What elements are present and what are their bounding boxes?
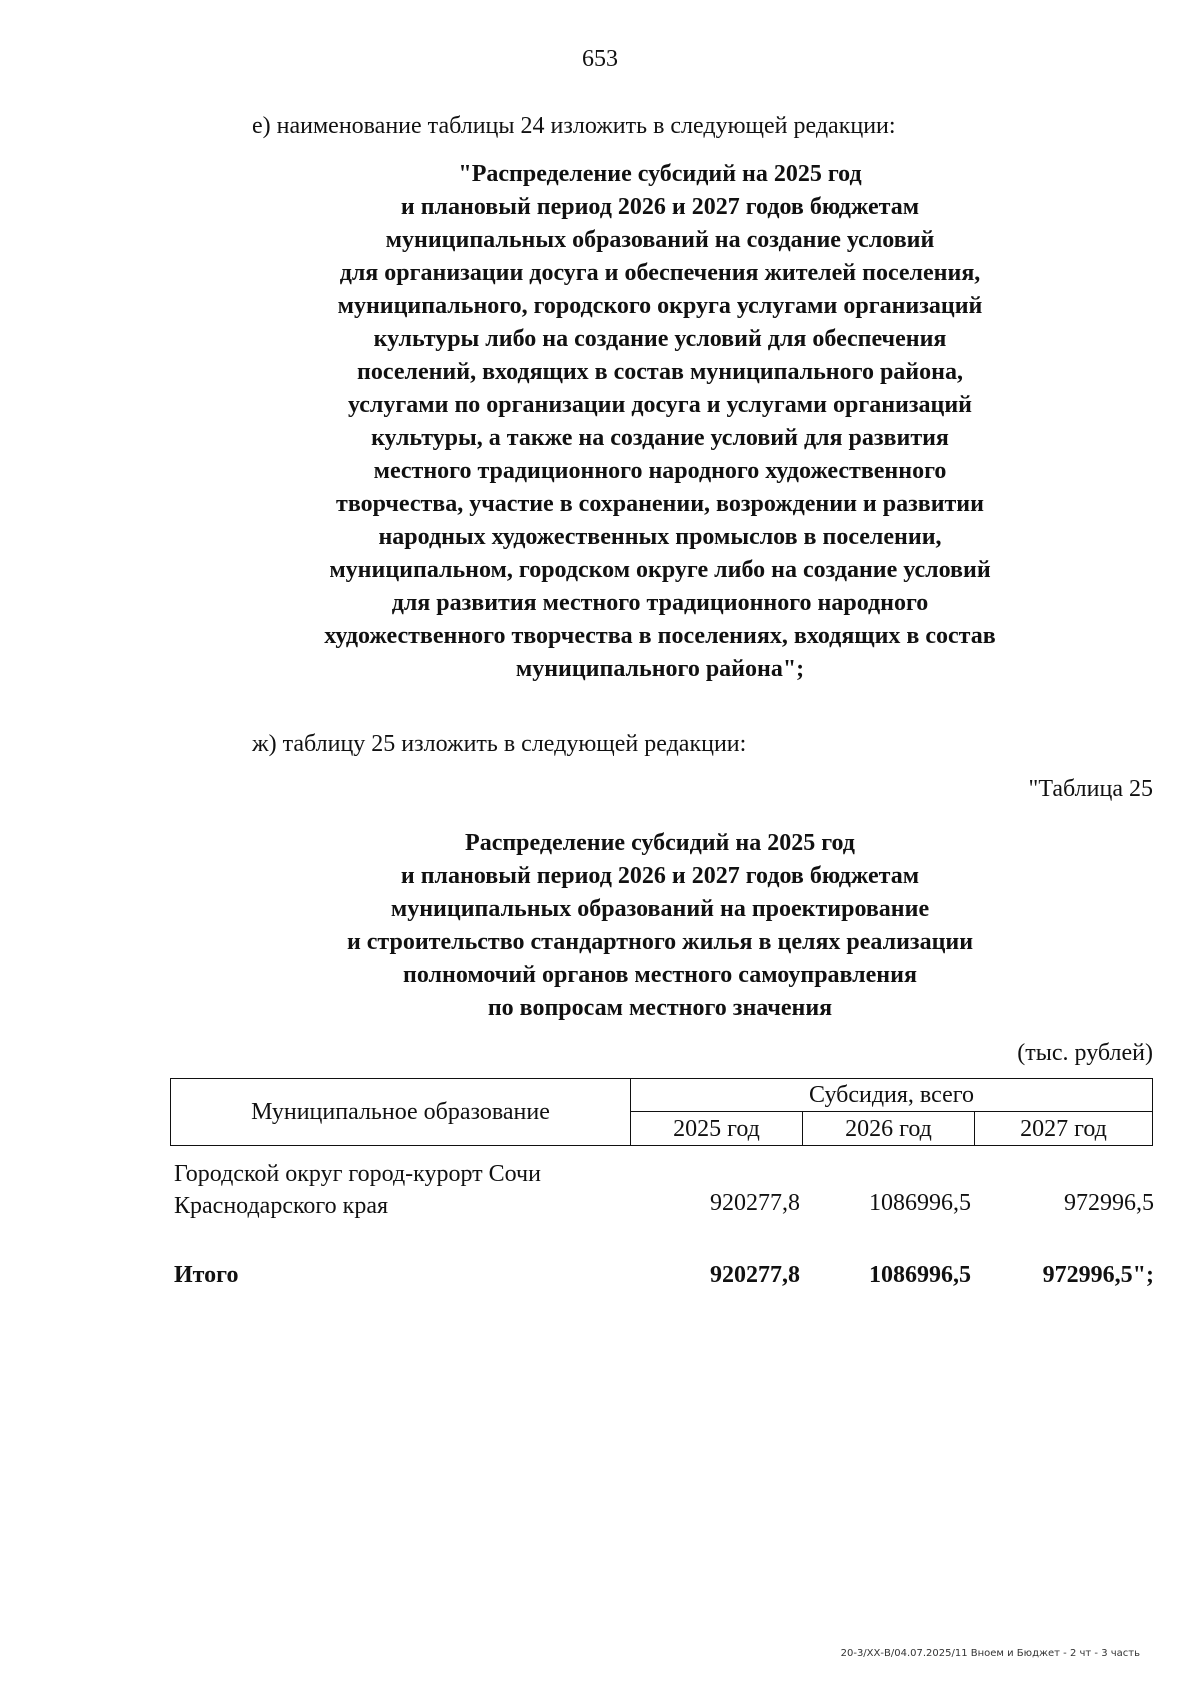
title-24-line: местного традиционного народного художественного <box>373 458 947 484</box>
title-24-line: народных художественных промыслов в поселении, <box>378 524 942 550</box>
total-value-2027: 972996,5"; <box>1042 1262 1154 1288</box>
title-24-line: для развития местного традиционного народного <box>391 590 929 616</box>
row-value-2027: 972996,5 <box>1064 1190 1154 1216</box>
title-25-line: Распределение субсидий на 2025 год <box>465 830 855 856</box>
title-24-line: и плановый период 2026 и 2027 годов бюджетам <box>400 194 920 220</box>
paragraph-e: е) наименование таблицы 24 изложить в следующей редакции: <box>252 113 896 139</box>
header-year-2025: 2025 год <box>631 1112 803 1146</box>
row-value-2026: 1086996,5 <box>869 1190 971 1216</box>
title-25-line: и плановый период 2026 и 2027 годов бюджетам <box>400 863 920 889</box>
title-24-line: муниципальных образований на создание условий <box>385 227 935 253</box>
title-24-line: муниципального района"; <box>515 656 805 682</box>
title-24-line: муниципального, городского округа услугами организаций <box>337 293 983 319</box>
title-24-line: для организации досуга и обеспечения жителей поселения, <box>339 260 981 286</box>
title-25-line: по вопросам местного значения <box>487 995 833 1021</box>
title-24-line: культуры, а также на создание условий для развития <box>371 425 949 451</box>
table-25-title <box>180 827 1140 1025</box>
paragraph-zh: ж) таблицу 25 изложить в следующей редакции: <box>252 731 747 757</box>
title-24-line: культуры либо на создание условий для обеспечения <box>373 326 947 352</box>
row-municipality-name-line1: Городской округ город-курорт Сочи <box>174 1161 541 1187</box>
total-label: Итого <box>174 1262 239 1288</box>
units-label: (тыс. рублей) <box>1017 1040 1153 1066</box>
title-24-line: "Распределение субсидий на 2025 год <box>458 161 862 187</box>
table-number-label: "Таблица 25 <box>1028 776 1153 802</box>
total-value-2026: 1086996,5 <box>869 1262 971 1288</box>
row-value-2025: 920277,8 <box>710 1190 800 1216</box>
title-24-line: художественного творчества в поселениях, входящих в состав <box>324 623 996 649</box>
title-25-line: и строительство стандартного жилья в целях реализации <box>346 929 974 955</box>
row-municipality-name-line2: Краснодарского края <box>174 1193 389 1219</box>
header-subsidy-total: Субсидия, всего <box>631 1079 1152 1112</box>
title-25-line: муниципальных образований на проектирование <box>390 896 930 922</box>
title-24-line: услугами по организации досуга и услугами организаций <box>348 392 972 418</box>
document-footer-code: 20-3/ХХ-В/04.07.2025/11 Вноем и Бюджет - 2 чт - 3 часть <box>840 1648 1140 1659</box>
page-number: 653 <box>582 46 618 72</box>
title-25-line: полномочий органов местного самоуправления <box>403 962 917 988</box>
title-24-line: муниципальном, городском округе либо на создание условий <box>329 557 991 583</box>
title-24-line: поселений, входящих в состав муниципального района, <box>357 359 963 385</box>
header-municipality: Муниципальное образование <box>171 1079 631 1145</box>
table-24-title <box>180 158 1140 686</box>
header-year-2026: 2026 год <box>803 1112 975 1146</box>
total-value-2025: 920277,8 <box>710 1262 800 1288</box>
header-year-2027: 2027 год <box>1020 1116 1107 1142</box>
title-24-line: творчества, участие в сохранении, возрождении и развитии <box>336 491 984 517</box>
table-header <box>170 1078 1153 1146</box>
